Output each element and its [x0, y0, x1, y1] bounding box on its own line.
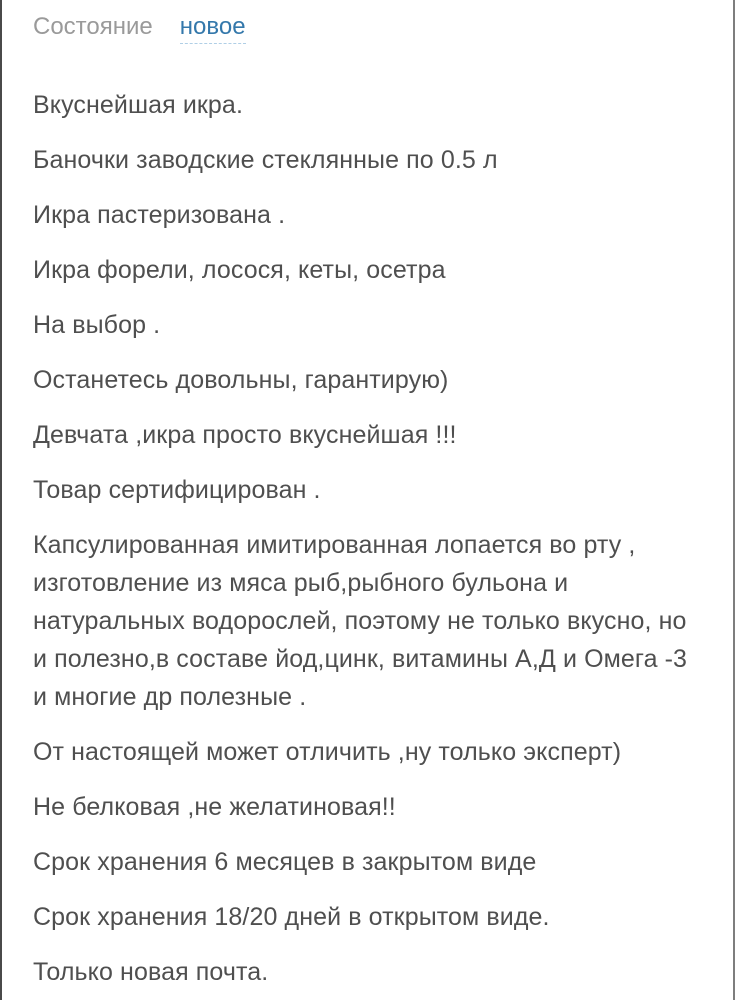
description-paragraph: На выбор . — [33, 311, 161, 339]
description-paragraph: Баночки заводские стеклянные по 0.5 л — [33, 146, 498, 174]
description-paragraph: Срок хранения 6 месяцев в закрытом виде — [33, 848, 537, 876]
listing-description — [33, 86, 703, 991]
description-paragraph: Капсулированная имитированная лопается во рту , изготовление из мяса рыб,рыбного бульона и натуральных водорослей, поэтому не только вкусно, но и полезно,в составе йод,цинк, витамины А,Д и Омега -3 и многие др полезные . — [33, 531, 688, 711]
description-paragraph: От настоящей может отличить ,ну только эксперт) — [33, 738, 622, 766]
description-paragraph: Вкуснейшая икра. — [33, 91, 243, 119]
description-paragraph: Икра пастеризована . — [33, 201, 286, 229]
condition-value-link[interactable]: новое — [180, 13, 246, 44]
description-paragraph: Икра форели, лосося, кеты, осетра — [33, 256, 446, 284]
description-paragraph: Останетесь довольны, гарантирую) — [33, 366, 449, 394]
description-paragraph: Срок хранения 18/20 дней в открытом виде. — [33, 903, 550, 931]
listing-details-panel — [2, 0, 733, 991]
description-paragraph: Только новая почта. — [33, 958, 269, 986]
description-paragraph: Девчата ,икра просто вкуснейшая !!! — [33, 421, 457, 449]
condition-row — [33, 13, 703, 44]
description-paragraph: Товар сертифицирован . — [33, 476, 321, 504]
description-paragraph: Не белковая ,не желатиновая!! — [33, 793, 396, 821]
condition-label: Состояние — [33, 13, 153, 40]
